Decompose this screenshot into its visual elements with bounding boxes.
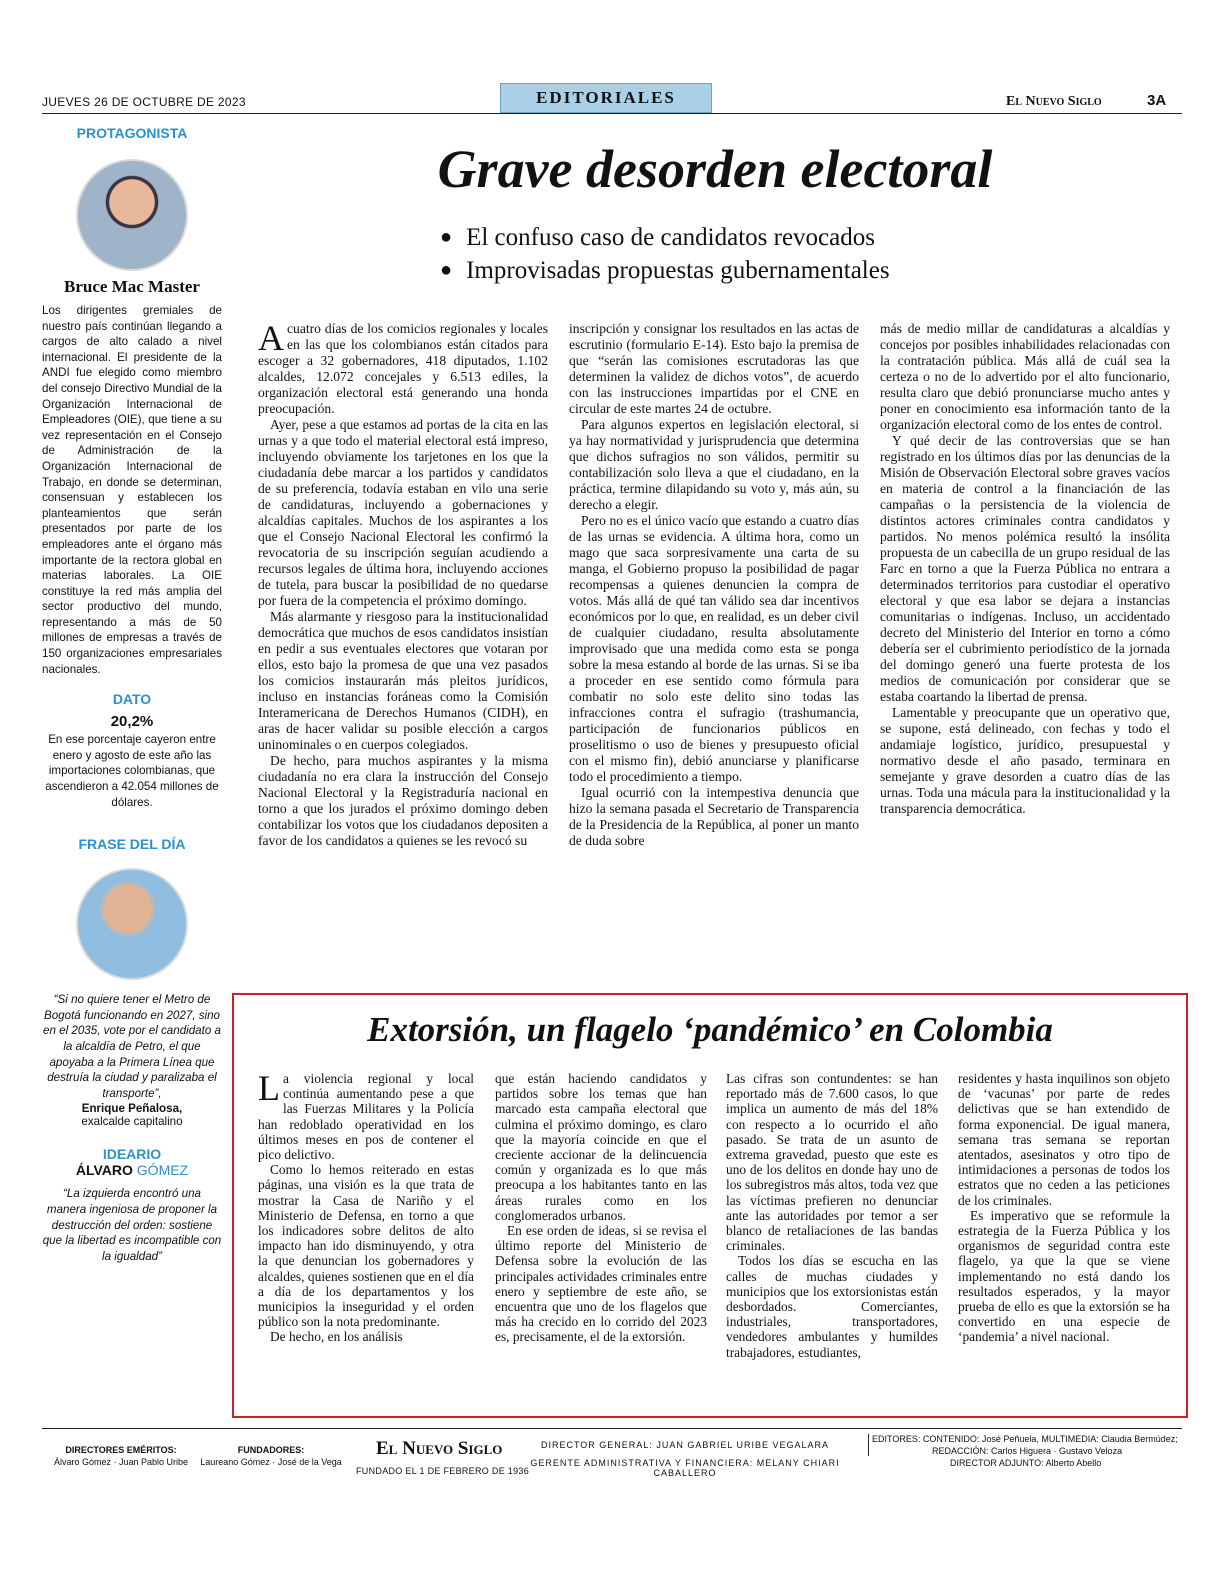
drop-cap: L bbox=[258, 1068, 280, 1108]
protagonista-photo bbox=[76, 159, 188, 271]
footer-brand: El Nuevo Siglo bbox=[376, 1438, 503, 1459]
footer-rule bbox=[42, 1428, 1182, 1429]
paragraph: Igual ocurrió con la intempestiva denuncia que hizo la semana pasada el Secretario de Transparencia de la Presidencia de la República, al poner un manto de duda sobre bbox=[569, 785, 859, 848]
boxed-editorial-title: Extorsión, un flagelo ‘pandémico’ en Colombia bbox=[367, 1010, 1053, 1049]
ideario-label: IDEARIO bbox=[102, 1146, 162, 1163]
frase-quote: “Si no quiere tener el Metro de Bogotá funcionando en 2027, sino en el 2035, vote por el candidato a la alcaldía de Petro, el que apoyaba a la Primera Línea que destruía la ciudad y paralizaba el transporte”, bbox=[43, 993, 221, 1100]
header-rule bbox=[42, 113, 1182, 114]
emeritos-label: DIRECTORES EMÉRITOS: bbox=[65, 1445, 177, 1455]
protagonista-bio: Los dirigentes gremiales de nuestro país continúan llegando a cargos de alto calado a nivel internacional. El presidente de la ANDI fue elegido como miembro del consejo Directivo Mundial de la Organización Internacional de Empleadores (OIE), que tiene a su vez representación en el Consejo de Administración de la Organización Internacional de Trabajo, en donde se determinan, consensuan y establecen los planteamientos que serán presentados por parte de los empleadores ante el órgano más importante de la rectora global en materias laborales. La OIE constituye la red más amplia del sector productivo del mundo, representando a más de 50 millones de empresas a través de 150 organizaciones empresariales nacionales. bbox=[42, 304, 222, 676]
ideario-first-name: ÁLVARO bbox=[75, 1162, 133, 1179]
ideario-name bbox=[42, 1162, 222, 1178]
paragraph: Como lo hemos reiterado en estas páginas, una visión es la que trata de mostrar la Casa de Nariño y el Ministerio de Defensa, en torno a que los indicadores sobre delitos de alto impacto han ido disminuyendo, y otra la que denuncian los gobernadores y alcaldes, quienes sostienen que en el día a día de los departamentos y los municipios la inseguridad y el orden público son la nota predominante. bbox=[258, 1162, 474, 1330]
subhead-2: ● Improvisadas propuestas gubernamentales bbox=[440, 255, 890, 288]
editorial-column-3 bbox=[880, 321, 1170, 817]
paragraph: Las cifras son contundentes: se han reportado más de 7.600 casos, lo que implica un aumento de más del 18% con respecto a lo ocurrido el año pasado. Se trata de un asunto de extrema gravedad, puesto que este es uno de los delitos en donde hay uno de los subregistros más altos, toda vez que las víctimas prefieren no denunciar ante las autoridades por temor a ser blanco de retaliaciones de las bandas criminales. bbox=[726, 1071, 938, 1254]
protagonista-name: Bruce Mac Master bbox=[64, 277, 200, 296]
paragraph: De hecho, para muchos aspirantes y la misma ciudadanía no era clara la instrucción del Consejo Nacional Electoral y la Registraduría nacional en torno a que los jurados el próximo domingo deben contabilizar los votos que los ciudadanos depositen a favor de los candidatos a quienes se les revocó su bbox=[258, 753, 548, 848]
footer-founded: FUNDADO EL 1 DE FEBRERO DE 1936 bbox=[356, 1466, 530, 1476]
paragraph: Pero no es el único vacío que estando a cuatro días de las urnas se evidencia. A última hora, como un mago que saca sorpresivamente una carta de su manga, el Gobierno propuso la posibilidad de pagar recompensas a quienes denuncien la compra de votos. Más allá de qué tan válido sea dar incentivos económicos por lo que, en realidad, es un deber civil de cualquier ciudadano, resulta absolutamente improvisado que una medida como esta se ponga sobre la mesa estando al borde de las urnas. Si se iba a proceder en ese sentido como fórmula para combatir no solo este delito sino todas las infracciones contra el sufragio (trashumancia, participación de funcionarios públicos en proselitismo o uso de bienes y presupuesto oficial con el mismo fin), debió anunciarse y planificarse todo el procedimiento a tiempo. bbox=[569, 513, 859, 784]
paragraph: Todos los días se escucha en las calles de muchas ciudades y municipios que los extorsionistas están desbordados. Comerciantes, industriales, transportadores, vendedores ambulantes y humildes trabajadores, estudiantes, bbox=[726, 1253, 938, 1360]
dato-value: 20,2% bbox=[110, 713, 154, 731]
frase-photo bbox=[76, 868, 188, 980]
paragraph: En ese orden de ideas, si se revisa el último reporte del Ministerio de Defensa sobre la evolución de las principales actividades criminales entre enero y septiembre de este año, se encuentra que uno de los flagelos que más ha crecido en lo corrido del 2023 es, precisamente, el de la extorsión. bbox=[495, 1223, 707, 1345]
paragraph: Más alarmante y riesgoso para la institucionalidad democrática que muchos de esos candidatos insistían en pedir a sus eventuales electores que votaran por ellos, esto bajo la promesa de que una vez pasados los comicios instaurarán más pleitos jurídicos, incluso en instancias foráneas como la Comisión Interamericana de Derechos Humanos (CIDH), en aras de hacer validar su posible elección a cargos uninominales o en cuerpos colegiados. bbox=[258, 609, 548, 752]
boxed-column-4 bbox=[958, 1071, 1170, 1345]
footer-editores bbox=[872, 1433, 1190, 1469]
director-adjunto: DIRECTOR ADJUNTO: Alberto Abello bbox=[950, 1458, 1102, 1468]
editores-line-1: EDITORES: CONTENIDO: José Peñuela, MULTIMEDIA: Claudia Bermúdez; bbox=[872, 1434, 1178, 1444]
section-banner: EDITORIALES bbox=[500, 83, 712, 113]
paragraph: residentes y hasta inquilinos son objeto de ‘vacunas’ por parte de redes delictivas que se han extendido de forma exponencial. De igual manera, semana tras semana se reportan atentados, asesinatos y otro tipo de intimidaciones a personas de todos los estratos que no ceden a las peticiones de los criminales. bbox=[958, 1071, 1170, 1208]
ideario-quote: “La izquierda encontró una manera ingeniosa de proponer la destrucción del orden: sostiene que la libertad es incompatible con la igualdad” bbox=[42, 1187, 222, 1263]
frase-role: exalcalde capitalino bbox=[81, 1115, 183, 1129]
boxed-column-2 bbox=[495, 1071, 707, 1345]
page-number: 3A bbox=[1147, 92, 1167, 109]
ideario-last-name: GÓMEZ bbox=[136, 1162, 189, 1179]
page-date: JUEVES 26 DE OCTUBRE DE 2023 bbox=[42, 95, 246, 109]
paragraph: más de medio millar de candidaturas a alcaldías y concejos por posibles inhabilidades relacionadas con la contratación pública. Más allá de cuál sea la certeza o no de lo advertido por el alto funcionario, resulta claro que debió pronunciarse mucho antes y poner en conocimiento esa información tanto de la organización electoral como de los entes de control. bbox=[880, 321, 1170, 432]
footer-director: DIRECTOR GENERAL: JUAN GABRIEL URIBE VEGALARA bbox=[540, 1440, 830, 1450]
editorial-column-1 bbox=[258, 318, 548, 849]
paragraph: De hecho, en los análisis bbox=[270, 1329, 403, 1345]
paragraph: Lamentable y preocupante que un operativo que, se supone, está delineado, con fechas y todo el andamiaje logístico, jurídico, presupuestal y normativo desde el año pasado, terminara en semejante y grave desorden a cuatro días de las urnas. Toda una mácula para la institucionalidad y la transparencia democrática. bbox=[880, 705, 1170, 816]
paragraph: inscripción y consignar los resultados en las actas de escrutinio (formulario E-14). Esto bajo la premisa de que “serán las comisiones escrutadoras las que determinen la validez de dichos votos”, de acuerdo con las instrucciones impartidas por el CNE en circular de este martes 24 de octubre. bbox=[569, 321, 859, 416]
footer-fundadores bbox=[196, 1444, 346, 1468]
paragraph: Ayer, pese a que estamos ad portas de la cita en las urnas y a que todo el material electoral está impreso, incluyendo obviamente los tarjetones en los que la ciudadanía debe marcar a los partidos y candidatos de su preferencia, todavía estaban en vilo una serie de candidaturas, incluyendo a gobernaciones y alcaldías capitales. Muchos de los aspirantes a los que el Consejo Nacional Electoral les confirmó la revocatoria de su inscripción seguían acudiendo a recursos legales de última hora, incluyendo acciones de tutela, para buscar la posibilidad de no quedarse por fuera de la competencia el próximo domingo. bbox=[258, 417, 548, 608]
fundadores-names: Laureano Gómez · José de la Vega bbox=[200, 1457, 342, 1467]
paragraph: Es imperativo que se reformule la estrategia de la Fuerza Pública y los organismos de seguridad contra este flagelo, ya que la que se viene implementando no está dando los resultados esperados, y la mayor prueba de ello es que la extorsión se ha convertido en una especie de ‘pandemia’ a nivel nacional. bbox=[958, 1207, 1170, 1345]
emeritos-names: Álvaro Gómez · Juan Pablo Uribe bbox=[53, 1457, 189, 1467]
paragraph: A cuatro días de los comicios regionales y locales en las que los colombianos están citados para escoger a 32 gobernadores, 418 diputados, 1.102 alcaldes, 12.072 concejales y 6.513 ediles, la organización electoral está generando una honda preocupación. bbox=[258, 318, 548, 416]
paragraph: Para algunos expertos en legislación electoral, si ya hay normatividad y jurisprudencia que determina que dichos sufragios no son válidos, permitir su contabilización solo lleva a que el ciudadano, en la práctica, termine dilapidando su voto y, más aún, su derecho a elegir. bbox=[569, 417, 859, 512]
frase-author: Enrique Peñalosa, bbox=[81, 1102, 183, 1116]
paragraph: Y qué decir de las controversias que se han registrado en los últimos días por las denuncias de la Misión de Observación Electoral sobre graves vacíos en materia de control a la financiación de las campañas o la persistencia de la violencia de distintos actores criminales contra candidatos y partidos. No menos polémica resultó la insólita propuesta de un cabecilla de un grupo residual de las Farc en torno a que la Fuerza Pública no entrara a determinados territorios para custodiar el operativo electoral y que esa labor se dejara a instancias comunitarias o indígenas. Incluso, un accidentado decreto del Ministerio del Interior en torno a cómo debería ser el cubrimiento periodístico de la jornada del domingo generó una fuerte protesta de los medios de comunicación por considerar que se estaba coartando la libertad de prensa. bbox=[880, 433, 1170, 704]
footer-emeritos bbox=[46, 1444, 196, 1468]
fundadores-label: FUNDADORES: bbox=[237, 1445, 305, 1455]
subhead-1: ● El confuso caso de candidatos revocados bbox=[440, 222, 890, 255]
paragraph: La violencia regional y local continúa aumentando pese a que las Fuerzas Militares y la Policía han redoblado operatividad en los últimos meses en pos de contener el pico delictivo. bbox=[258, 1068, 474, 1163]
editores-line-2: REDACCIÓN: Carlos Higuera · Gustavo Veloza bbox=[932, 1446, 1123, 1456]
protagonista-label: PROTAGONISTA bbox=[76, 125, 188, 141]
frase-label: FRASE DEL DÍA bbox=[78, 836, 186, 853]
editorial-subheads bbox=[440, 222, 890, 288]
boxed-column-1 bbox=[258, 1068, 474, 1345]
boxed-column-3 bbox=[726, 1071, 938, 1360]
dato-text: En ese porcentaje cayeron entre enero y agosto de este año las importaciones colombianas, que ascendieron a 42.054 millones de dólares. bbox=[45, 733, 219, 809]
editorial-column-2 bbox=[569, 321, 859, 849]
footer-divider bbox=[868, 1434, 869, 1456]
dato-label: DATO bbox=[112, 691, 152, 708]
footer-gerente: GERENTE ADMINISTRATIVA Y FINANCIERA: MELANY CHIARI CABALLERO bbox=[530, 1458, 840, 1478]
editorial-title: Grave desorden electoral bbox=[437, 139, 993, 199]
left-sidebar bbox=[42, 125, 222, 1264]
paragraph: que están haciendo candidatos y partidos sobre los temas que han marcado esta campaña electoral que culmina el próximo domingo, es claro que la mayoría coincide en que el creciente accionar de la delincuencia común y organizada es lo que más preocupa a los habitantes tanto en las áreas rurales como en los conglomerados urbanos. bbox=[495, 1071, 707, 1223]
drop-cap: A bbox=[258, 318, 284, 358]
masthead-brand: El Nuevo Siglo bbox=[1006, 94, 1102, 109]
